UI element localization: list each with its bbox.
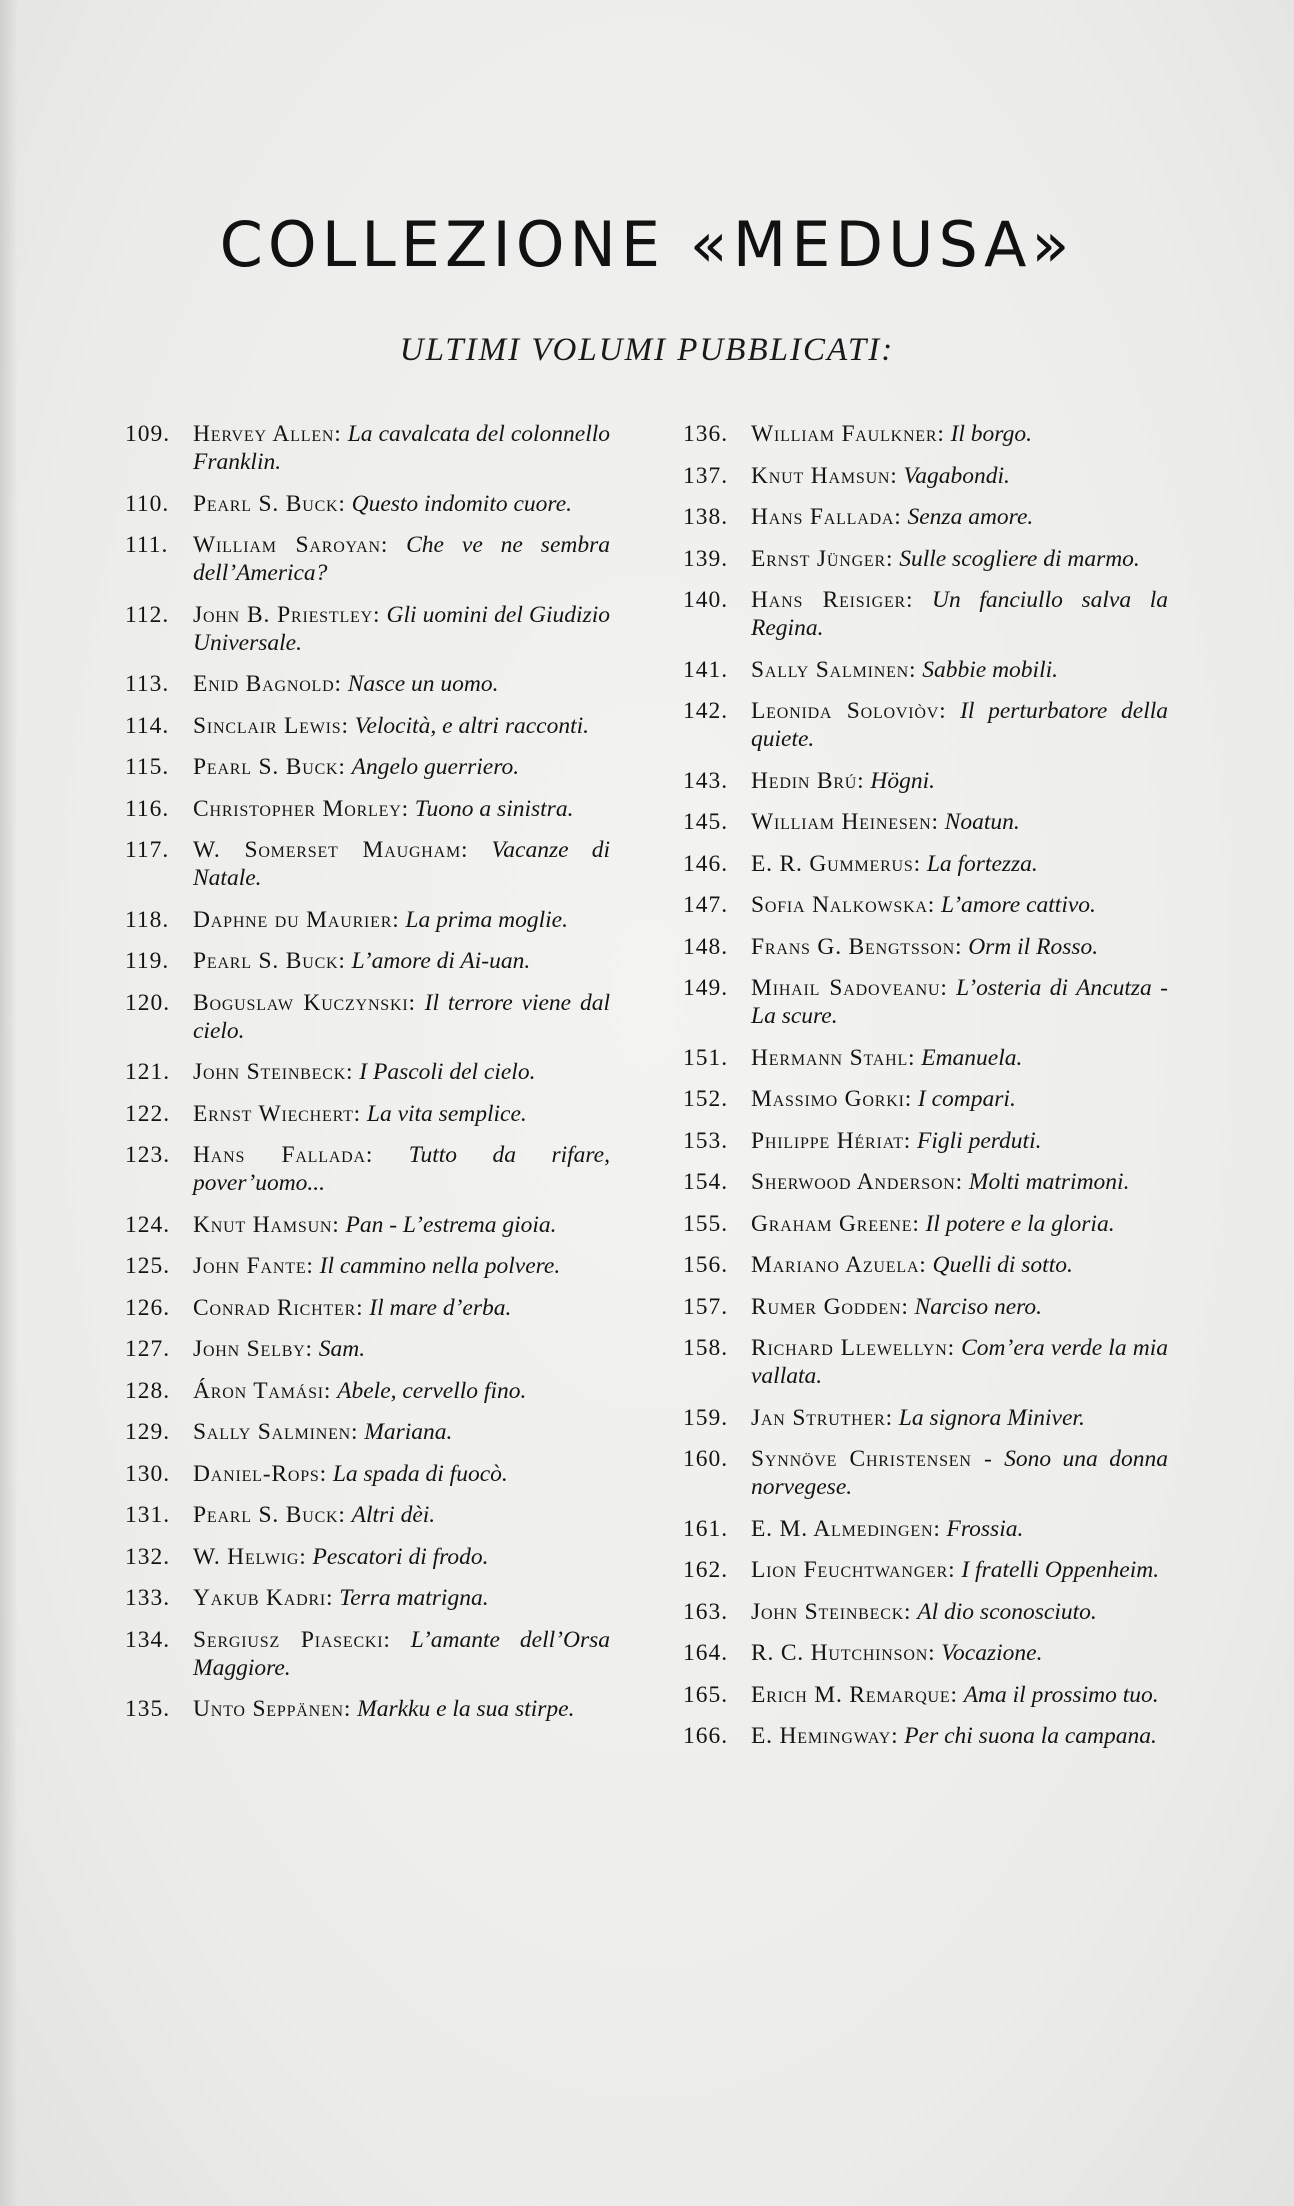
volume-number: 141. xyxy=(683,656,729,683)
book-title: Abele, cervello fino. xyxy=(337,1377,527,1404)
list-item xyxy=(683,850,1168,878)
author-name: Áron Tamási: xyxy=(193,1377,332,1404)
list-item xyxy=(683,1085,1168,1113)
book-title: Frossia. xyxy=(946,1515,1024,1542)
list-item xyxy=(125,753,610,781)
volume-number: 134. xyxy=(125,1626,171,1653)
list-item xyxy=(683,1127,1168,1155)
list-item xyxy=(125,906,610,934)
volume-number: 142. xyxy=(683,698,729,724)
author-name: William Saroyan: xyxy=(193,532,389,558)
page-edge-shadow xyxy=(0,0,18,2206)
book-title: L’amante dell’Orsa Maggiore. xyxy=(193,1626,611,1681)
author-name: Massimo Gorki: xyxy=(751,1086,913,1112)
author-name: William Heinesen: xyxy=(751,809,939,835)
book-title: Gli uomini del Giudizio Universale. xyxy=(193,601,610,656)
author-name: William Faulkner: xyxy=(751,421,945,447)
list-item xyxy=(683,1293,1168,1321)
list-item xyxy=(683,656,1168,684)
author-name: Sinclair Lewis: xyxy=(193,712,349,739)
book-title: Pescatori di frodo. xyxy=(312,1543,489,1570)
volume-number: 118. xyxy=(125,906,170,933)
author-name: Sally Salminen: xyxy=(751,656,917,683)
book-title: Sabbie mobili. xyxy=(922,656,1059,683)
volume-number: 112. xyxy=(125,601,170,628)
list-item xyxy=(125,1626,610,1682)
book-title: Un fanciullo salva la Regina. xyxy=(751,587,1168,641)
list-item xyxy=(683,462,1168,490)
book-title: Molti matrimoni. xyxy=(968,1169,1130,1195)
book-title: Sulle scogliere di marmo. xyxy=(899,545,1140,572)
list-item xyxy=(125,1058,610,1086)
author-name: Richard Llewellyn: xyxy=(751,1335,955,1361)
volume-number: 158. xyxy=(683,1335,729,1361)
book-title: Il potere e la gloria. xyxy=(925,1210,1115,1237)
list-item xyxy=(683,1556,1168,1584)
book-title: Noatun. xyxy=(944,809,1020,835)
author-name: Sally Salminen: xyxy=(193,1419,359,1445)
list-item xyxy=(125,531,610,587)
book-title: Quelli di sotto. xyxy=(932,1252,1073,1278)
list-item xyxy=(125,1141,610,1197)
book-title: Vacanze di Natale. xyxy=(193,837,610,891)
book-title: I compari. xyxy=(917,1086,1016,1112)
volume-number: 165. xyxy=(683,1681,729,1708)
book-title: Tuono a sinistra. xyxy=(414,795,574,822)
author-name: R. C. Hutchinson: xyxy=(751,1640,936,1666)
list-item xyxy=(683,974,1168,1030)
author-name: Pearl S. Buck: xyxy=(193,754,346,780)
author-name: Lion Feuchtwanger: xyxy=(751,1557,956,1583)
book-title: Velocità, e altri racconti. xyxy=(354,712,590,739)
list-item xyxy=(683,1598,1168,1626)
author-name: Hermann Stahl: xyxy=(751,1044,916,1071)
author-name: Rumer Godden: xyxy=(751,1293,909,1320)
book-title: Il terrore viene dal cielo. xyxy=(193,989,610,1044)
author-name: Sergiusz Piasecki: xyxy=(193,1626,391,1653)
author-name: John Fante: xyxy=(193,1253,314,1279)
book-title: La spada di fuocò. xyxy=(332,1460,508,1487)
volume-number: 166. xyxy=(683,1723,729,1749)
author-name: Knut Hamsun: xyxy=(751,462,898,489)
page-subtitle: ULTIMI VOLUMI PUBBLICATI: xyxy=(399,332,895,368)
volume-number: 155. xyxy=(683,1210,729,1237)
author-name: John Steinbeck: xyxy=(193,1059,354,1085)
author-name: Sherwood Anderson: xyxy=(751,1169,963,1195)
author-name: Philippe Hériat: xyxy=(751,1127,912,1154)
author-name: Erich M. Remarque: xyxy=(751,1681,958,1708)
author-name: John B. Priestley: xyxy=(193,601,381,628)
volume-number: 128. xyxy=(125,1377,171,1404)
volume-number: 114. xyxy=(125,712,170,739)
book-title: Pan - L’estrema gioia. xyxy=(345,1211,557,1238)
right-column-list xyxy=(683,420,1168,1764)
volume-number: 140. xyxy=(683,587,729,613)
author-name: Sofia Nalkowska: xyxy=(751,892,936,918)
author-name: Ernst Jünger: xyxy=(751,545,894,572)
book-title: Il cammino nella polvere. xyxy=(319,1253,561,1279)
volume-number: 153. xyxy=(683,1127,729,1154)
author-name: Enid Bagnold: xyxy=(193,671,342,697)
volume-number: 129. xyxy=(125,1419,171,1445)
list-item xyxy=(125,1501,610,1529)
list-item xyxy=(125,989,610,1045)
volume-number: 121. xyxy=(125,1059,171,1085)
list-item xyxy=(125,1294,610,1322)
author-name: Christopher Morley: xyxy=(193,795,409,822)
author-name: John Steinbeck: xyxy=(751,1598,912,1625)
volume-number: 161. xyxy=(683,1515,729,1542)
book-title: Sono una donna norvegese. xyxy=(751,1446,1169,1500)
volume-number: 157. xyxy=(683,1293,729,1320)
book-title: Questo indomito cuore. xyxy=(351,490,573,517)
volume-number: 131. xyxy=(125,1502,171,1528)
book-title: L’amore cattivo. xyxy=(941,892,1096,918)
volume-number: 123. xyxy=(125,1142,171,1168)
book-title: La fortezza. xyxy=(926,850,1038,877)
volume-number: 116. xyxy=(125,795,170,822)
list-item xyxy=(683,891,1168,919)
list-item xyxy=(125,1335,610,1363)
volume-number: 124. xyxy=(125,1211,171,1238)
list-item xyxy=(683,1251,1168,1279)
volume-number: 163. xyxy=(683,1598,729,1625)
list-item xyxy=(125,1211,610,1239)
book-title: Terra matrigna. xyxy=(339,1585,489,1611)
author-name: Hervey Allen: xyxy=(193,421,342,447)
book-title: Angelo guerriero. xyxy=(351,754,520,780)
author-name: John Selby: xyxy=(193,1336,313,1362)
author-name: Graham Greene: xyxy=(751,1210,920,1237)
volume-number: 147. xyxy=(683,892,729,918)
author-name: Synnöve Christensen - xyxy=(751,1446,993,1472)
book-title: Il perturbatore della quiete. xyxy=(751,698,1169,752)
book-title: L’amore di Ai-uan. xyxy=(351,948,531,974)
volume-number: 138. xyxy=(683,504,729,530)
author-name: Ernst Wiechert: xyxy=(193,1100,361,1127)
list-item xyxy=(125,1418,610,1446)
book-title: La vita semplice. xyxy=(366,1100,527,1127)
volume-number: 149. xyxy=(683,975,729,1001)
volume-number: 125. xyxy=(125,1253,171,1279)
author-name: E. M. Almedingen: xyxy=(751,1515,941,1542)
author-name: E. Hemingway: xyxy=(751,1723,899,1749)
volume-number: 146. xyxy=(683,850,729,877)
list-item xyxy=(125,795,610,823)
list-item xyxy=(683,1681,1168,1709)
book-title: Mariana. xyxy=(364,1419,453,1445)
list-item xyxy=(683,1404,1168,1432)
list-item xyxy=(125,490,610,518)
volume-number: 151. xyxy=(683,1044,729,1071)
list-item xyxy=(683,697,1168,753)
list-item xyxy=(125,670,610,698)
list-item xyxy=(125,1460,610,1488)
volume-number: 145. xyxy=(683,809,729,835)
volume-number: 127. xyxy=(125,1336,171,1362)
book-title: La signora Miniver. xyxy=(898,1404,1085,1431)
author-name: Daniel-Rops: xyxy=(193,1460,327,1487)
volume-number: 122. xyxy=(125,1100,171,1127)
list-item xyxy=(683,1722,1168,1750)
author-name: Jan Struther: xyxy=(751,1404,893,1431)
list-item xyxy=(125,1584,610,1612)
author-name: Hans Fallada: xyxy=(751,504,902,530)
volume-number: 159. xyxy=(683,1404,729,1431)
volume-number: 126. xyxy=(125,1294,171,1321)
list-item xyxy=(125,836,610,892)
author-name: Mihail Sadoveanu: xyxy=(751,975,948,1001)
list-item xyxy=(683,1044,1168,1072)
book-title: Ama il prossimo tuo. xyxy=(963,1681,1159,1708)
book-title: Nasce un uomo. xyxy=(347,671,499,697)
book-title: Per chi suona la campana. xyxy=(904,1723,1157,1749)
list-item xyxy=(683,808,1168,836)
book-title: La cavalcata del colonnello Franklin. xyxy=(193,421,611,475)
author-name: Pearl S. Buck: xyxy=(193,948,346,974)
book-title: Emanuela. xyxy=(921,1044,1023,1071)
book-title: Il mare d’erba. xyxy=(369,1294,512,1321)
book-title: Senza amore. xyxy=(907,504,1034,530)
volume-number: 130. xyxy=(125,1460,171,1487)
volume-number: 119. xyxy=(125,948,170,974)
author-name: W. Somerset Maugham: xyxy=(193,837,469,863)
book-title: Il borgo. xyxy=(950,421,1032,447)
list-item xyxy=(125,420,610,476)
volume-number: 156. xyxy=(683,1252,729,1278)
book-title: Markku e la sua stirpe. xyxy=(357,1696,575,1722)
book-title: Vocazione. xyxy=(941,1640,1043,1666)
volume-number: 152. xyxy=(683,1086,729,1112)
list-item xyxy=(683,767,1168,795)
list-item xyxy=(683,545,1168,573)
list-item xyxy=(683,1168,1168,1196)
list-item xyxy=(683,503,1168,531)
list-item xyxy=(683,1515,1168,1543)
page-title: COLLEZIONE «MEDUSA» xyxy=(219,208,1075,281)
list-item xyxy=(683,1639,1168,1667)
book-title: Högni. xyxy=(870,767,935,794)
book-title: I fratelli Oppenheim. xyxy=(961,1557,1160,1583)
volume-number: 120. xyxy=(125,989,171,1016)
list-item xyxy=(125,1252,610,1280)
author-name: Knut Hamsun: xyxy=(193,1211,340,1238)
left-column-list xyxy=(125,420,610,1737)
volume-number: 136. xyxy=(683,421,729,447)
volume-number: 117. xyxy=(125,837,170,863)
book-title: Orm il Rosso. xyxy=(968,933,1099,960)
list-item xyxy=(683,1445,1168,1501)
list-item xyxy=(125,712,610,740)
author-name: E. R. Gummerus: xyxy=(751,850,921,877)
author-name: Daphne du Maurier: xyxy=(193,906,400,933)
book-title: I Pascoli del cielo. xyxy=(359,1059,536,1085)
book-title: Al dio sconosciuto. xyxy=(917,1598,1097,1625)
volume-number: 110. xyxy=(125,490,170,517)
book-title: Che ve ne sembra dell’America? xyxy=(193,532,610,586)
volume-number: 111. xyxy=(125,532,169,558)
author-name: W. Helwig: xyxy=(193,1543,307,1570)
list-item xyxy=(125,1377,610,1405)
volume-number: 137. xyxy=(683,462,729,489)
volume-number: 139. xyxy=(683,545,729,572)
author-name: Pearl S. Buck: xyxy=(193,1502,346,1528)
book-title: Figli perduti. xyxy=(917,1127,1042,1154)
volume-number: 133. xyxy=(125,1585,171,1611)
book-title: Tutto da rifare, pover’uomo... xyxy=(193,1142,610,1196)
volume-number: 148. xyxy=(683,933,729,960)
list-item xyxy=(125,947,610,975)
volume-number: 143. xyxy=(683,767,729,794)
book-title: La prima moglie. xyxy=(405,906,568,933)
volume-number: 154. xyxy=(683,1169,729,1195)
book-title: Altri dèi. xyxy=(351,1502,436,1528)
volume-number: 115. xyxy=(125,754,170,780)
list-item xyxy=(125,1543,610,1571)
book-title: Vagabondi. xyxy=(903,462,1010,489)
volume-number: 135. xyxy=(125,1696,171,1722)
book-title: Sam. xyxy=(318,1336,366,1362)
list-item xyxy=(125,1100,610,1128)
author-name: Yakub Kadri: xyxy=(193,1585,334,1611)
volume-number: 132. xyxy=(125,1543,171,1570)
author-name: Conrad Richter: xyxy=(193,1294,364,1321)
volume-number: 164. xyxy=(683,1640,729,1666)
volume-number: 109. xyxy=(125,421,171,447)
author-name: Hans Reisiger: xyxy=(751,587,914,613)
list-item xyxy=(683,1334,1168,1390)
list-item xyxy=(125,601,610,657)
author-name: Pearl S. Buck: xyxy=(193,490,346,517)
author-name: Hans Fallada: xyxy=(193,1142,374,1168)
volume-number: 160. xyxy=(683,1446,729,1472)
list-item xyxy=(683,1210,1168,1238)
list-item xyxy=(683,586,1168,642)
volume-number: 162. xyxy=(683,1557,729,1583)
author-name: Leonida Soloviòv: xyxy=(751,698,947,724)
list-item xyxy=(683,933,1168,961)
author-name: Mariano Azuela: xyxy=(751,1252,927,1278)
author-name: Hedin Brú: xyxy=(751,767,865,794)
author-name: Boguslaw Kuczynski: xyxy=(193,989,416,1016)
author-name: Frans G. Bengtsson: xyxy=(751,933,963,960)
book-title: Com’era verde la mia vallata. xyxy=(751,1335,1168,1389)
list-item xyxy=(683,420,1168,448)
list-item xyxy=(125,1695,610,1723)
book-title: L’osteria di Ancutza - La scure. xyxy=(751,975,1169,1029)
author-name: Unto Seppänen: xyxy=(193,1696,352,1722)
volume-number: 113. xyxy=(125,671,170,697)
book-title: Narciso nero. xyxy=(914,1293,1043,1320)
